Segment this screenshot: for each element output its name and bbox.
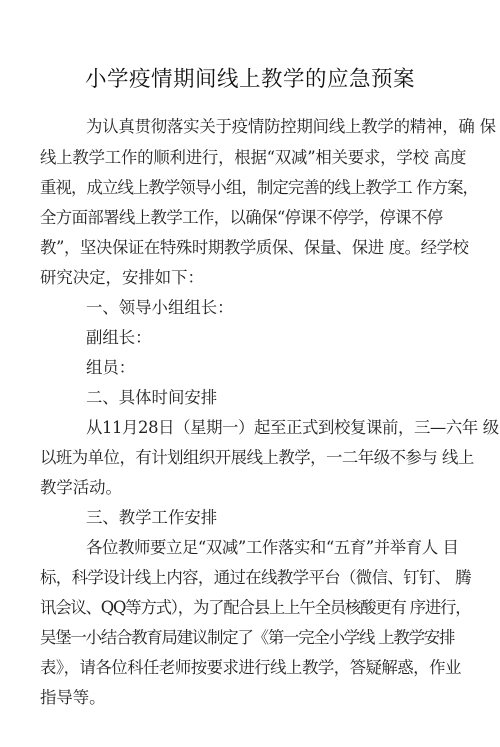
paragraph-line: 教学活动。 xyxy=(40,478,122,497)
paragraph-line: 标，科学设计线上内容，通过在线教学平台（微信、钉钉、 腾 xyxy=(40,568,471,587)
paragraph-line: 线上教学工作的顺利进行，根据“双减”相关要求，学校 高度 xyxy=(40,148,467,167)
section-heading: 二、具体时间安排 xyxy=(86,388,218,407)
paragraph-line: 各位教师要立足“双减”工作落实和“五育”并举育人 目 xyxy=(86,538,459,557)
paragraph-line: 吴堡一小结合教育局建议制定了《第一完全小学线 上教学安排 xyxy=(40,628,455,647)
paragraph-line: 全方面部署线上教学工作，以确保“停课不停学，停课不停 xyxy=(40,208,443,227)
document-title: 小学疫情期间线上教学的应急预案 xyxy=(84,67,415,92)
paragraph-line: 副组长： xyxy=(86,328,152,347)
paragraph-line: 教”，坚决保证在特殊时期教学质保、保量、保进 度。经学校 xyxy=(40,238,469,257)
paragraph-line: 以班为单位，有计划组织开展线上教学，一二年级不参与 线上 xyxy=(40,448,474,467)
paragraph-line: 从11月28日（星期一）起至正式到校复课前，三—六年 级 xyxy=(86,418,499,437)
section-heading: 一、领导小组组长： xyxy=(86,298,234,317)
paragraph-line: 研究决定，安排如下： xyxy=(40,268,204,287)
paragraph-line: 为认真贯彻落实关于疫情防控期间线上教学的精神，确 保 xyxy=(86,117,496,136)
paragraph-line: 组员： xyxy=(86,358,136,377)
paragraph-line: 指导等。 xyxy=(40,688,106,707)
paragraph-line: 表》，请各位科任老师按要求进行线上教学，答疑解惑，作业 xyxy=(40,658,461,677)
section-heading: 三、教学工作安排 xyxy=(86,508,218,527)
paragraph-line: 重视，成立线上教学领导小组，制定完善的线上教学工 作方案， xyxy=(40,178,479,197)
paragraph-line: 讯会议、QQ等方式），为了配合县上上午全员核酸更有 序进行， xyxy=(40,598,471,617)
